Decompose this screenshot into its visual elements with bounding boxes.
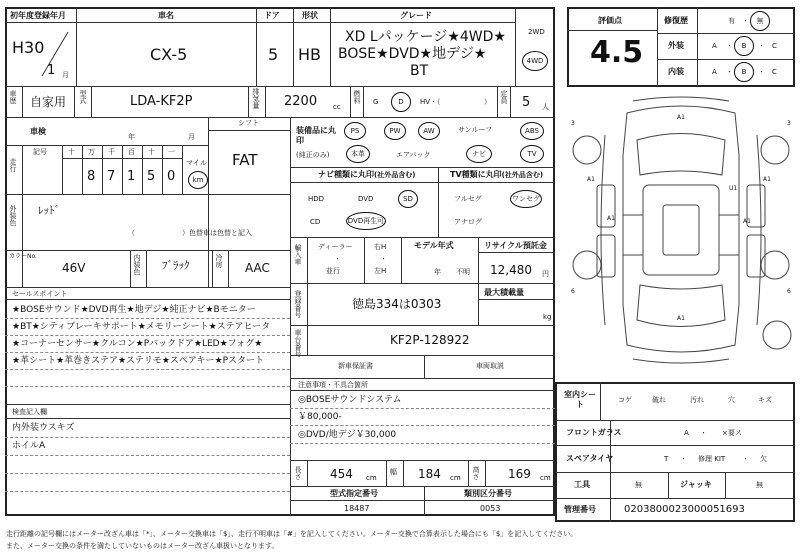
color-code: 46V [62,261,86,275]
model-code: LDA-KF2P [130,94,193,109]
exterior-a: A [712,42,717,50]
mileage-digit-2: 7 [107,169,116,184]
fuel-close: ） [484,98,491,106]
mileage-digit-3: 1 [127,169,136,184]
reg-value: 徳島334は0303 [352,297,442,311]
exterior-b-circled: B [734,36,754,56]
height-value: 169 [508,467,531,481]
front-glass-dot: ・ [700,429,707,437]
seat-item-2: 破れ [652,396,666,404]
new-warranty: 新車保証書 [338,362,373,370]
exterior-color-value: ﾚｯﾄﾞ [38,204,60,217]
color-note: ）色替車は色替と記入 [182,229,252,237]
navi-cd: CD [310,218,321,226]
diag-mark-5: A1 [607,215,615,222]
interior-dot-2: ・ [758,68,765,76]
mileage-label: 走行 [9,158,17,172]
grade-label: グレード [400,11,432,20]
repair-dot: ・ [742,17,749,25]
mileage-unit-6: 一 [168,148,175,156]
footer-note-2: また、メーター交換の条件を満たしていないものはメーター改ざん車扱いとなります。 [6,542,279,550]
exterior-dot-1: ・ [726,42,733,50]
tire-num-1: 3 [571,120,575,127]
front-glass-label: フロントガラス [566,428,622,437]
tire-num-2: 3 [787,120,791,127]
interior-grade-label: 内装 [668,67,684,76]
model-year-value: 不明 [456,268,470,276]
type-cert-value: 18487 [344,504,370,513]
tv-oneseg-circled: ワンセグ [510,190,542,208]
tools-label: 工具 [574,480,590,489]
displacement-label: 排気量 [252,88,260,109]
jack-value: 無 [756,481,763,489]
grade-line-2: BOSE★DVD★地デジ★ [338,46,487,62]
usage-value: 自家用 [30,95,67,109]
mileage-mile: マイル [186,159,207,167]
front-glass-a: A [684,429,689,437]
import-dealer: ディーラー [318,243,353,251]
aircon-value: AAC [245,261,270,275]
spare-dot-1: ・ [680,455,687,463]
max-load-label: 最大積載量 [484,288,524,297]
displacement-unit: cc [333,103,341,111]
score-label: 評価点 [598,16,622,25]
spare-kit: 修理 KIT [698,455,726,463]
fuel-label: 燃料 [353,90,361,104]
mileage-unit-5: 十 [148,148,155,156]
aircon-label: 冷房 [215,254,223,268]
car-name-label: 車名 [158,11,174,20]
tv-analog: アナログ [454,218,482,226]
length-label: 長さ [294,466,302,480]
note-2: ￥80,000- [298,412,342,422]
mileage-digit-5: 0 [167,169,176,184]
diag-mark-6: A1 [743,218,751,225]
note-3: ◎DVD/地デジ￥30,000 [298,430,397,440]
seat-item-1: コゲ [618,396,632,404]
navi-label: ナビ種類に丸印(社外品含む) [318,170,416,179]
grade-line-3: BT [410,63,429,79]
mileage-digit-1: 8 [87,169,96,184]
spare-missing: 欠 [760,455,767,463]
steer-right: 右H [374,243,387,251]
equip-sub: (純正のみ) [296,151,330,159]
displacement-value: 2200 [284,94,318,109]
max-load-unit: kg [543,313,552,321]
door-label: ドア [264,11,280,20]
mileage-km-circled: km [188,171,208,189]
notes-label: 注意事項・不具合箇所 [298,381,368,389]
exterior-dot-2: ・ [758,42,765,50]
class-label: 類別区分番号 [464,489,512,498]
import-label: 輸入車 [294,244,302,265]
grade-line-1: XD Lパッケージ★4WD★ [345,29,506,45]
inspection-label: 車検 [30,127,46,136]
mileage-unit-3: 千 [108,148,115,156]
equip-pw: PW [384,122,406,140]
tv-label: TV種類に丸印(社外品含む) [450,170,544,179]
height-label: 高さ [472,466,480,480]
jack-label: ジャッキ [680,480,712,489]
tools-value: 無 [635,481,642,489]
model-label: 型式 [79,90,87,104]
sales-point-1: ★BOSEサウンド★DVD再生★地デジ★純正ナビ★Bモニター [12,305,256,315]
recycle-value: 12,480 [490,263,532,277]
sales-points-label: セールスポイント [12,290,68,298]
drive-2wd: 2WD [528,28,545,36]
car-damage-diagram [567,95,795,380]
navi-dvd: DVD [358,195,374,203]
mileage-unit-4: 百 [128,148,135,156]
footer-note-1: 走行距離の記号欄にはメーター改ざん車は「*」、メーター交換車は「$」、走行不明車は「#」を記入してください。メーター交換で合算表示した場合にも「$」を記入してください。 [6,530,578,538]
shift-label: シフト [238,119,259,127]
repair-yes: 有 [728,17,735,25]
inspector-note-1: 内外装ウスキズ [12,423,75,433]
width-label: 幅 [390,468,397,476]
length-value: 454 [330,467,353,481]
import-dot: ・ [334,255,341,263]
diag-mark-3: A1 [763,176,771,183]
spare-t: T [664,455,669,463]
equip-abs: ABS [520,122,544,140]
class-value: 0053 [480,504,501,513]
seat-item-4: 穴 [728,396,735,404]
shape-label: 形状 [302,11,318,20]
exterior-label: 外装 [668,41,684,50]
vehicle-info-sheet [5,7,555,516]
capacity-unit: 人 [542,103,549,111]
chassis-value: KF2P-128922 [390,333,470,347]
recycle-label: リサイクル預託金 [484,241,547,250]
color-code-label: カラーNo. [9,253,37,260]
color-note-open: （ [128,229,135,237]
exterior-c: C [772,42,777,50]
mgmt-value: 0203800023000051693 [624,504,745,515]
first-reg-era: H30 [12,38,45,57]
interior-b-circled: B [734,62,754,82]
seat-item-5: キズ [758,396,772,404]
length-unit: cm [366,474,377,482]
spare-tire-label: スペアタイヤ [566,454,614,463]
mgmt-label: 管理番号 [564,505,596,514]
body-shape: HB [298,45,322,64]
equip-sunroof: サンルーフ [458,126,493,134]
mileage-digit-4: 5 [147,169,156,184]
front-glass-exchange: ×要ス [722,429,742,437]
chassis-label: 車台番号 [294,329,302,357]
repair-no-circled: 無 [750,11,770,31]
diag-mark-2: A1 [587,176,595,183]
tv-fullseg: フルセグ [454,195,482,203]
month-unit: 月 [62,71,69,79]
navi-dvd-play-circled: DVD再生可 [346,212,386,230]
fuel-hv: HV・（ [420,98,441,106]
shift-value: FAT [232,151,258,169]
seat-item-3: 汚れ [690,396,704,404]
sales-point-4: ★革シート★革巻きステア★ステリモ★スペアキー★Pスタート [12,356,265,366]
usage-label: 車歴 [9,90,17,104]
fuel-g: G [373,98,379,106]
equip-label: 装備品に丸印 [296,126,336,146]
tire-num-4: 6 [787,288,791,295]
model-year-unit: 年 [434,268,441,276]
exterior-color-label: 外装色 [9,205,17,226]
sales-point-2: ★BT★シティブレーキサポート★メモリーシート★ステアヒータ [12,322,271,332]
width-value: 184 [418,467,441,481]
fuel-d-circled: D [391,92,411,112]
model-year-label: モデル年式 [414,241,454,250]
door-count: 5 [268,45,279,64]
mileage-unit-1: 十 [68,148,75,156]
tire-num-3: 6 [571,288,575,295]
height-unit: cm [540,474,551,482]
import-parallel: 並行 [326,267,340,275]
interior-c: C [772,68,777,76]
steer-left: 左H [374,267,387,275]
sales-point-3: ★コーナーセンサー★クルコン★Pバックドア★LED★フォグ★ [12,339,263,349]
manual: 車両取説 [476,362,504,370]
recycle-unit: 円 [542,270,549,278]
interior-color-label: 内装色 [133,254,141,275]
mileage-symbol-label: 記号 [33,148,47,156]
spare-dot-2: ・ [742,455,749,463]
capacity-value: 5 [522,95,531,110]
equip-aw: AW [418,122,440,140]
equip-leather: 本革 [346,145,370,163]
diag-mark-4: U1 [729,185,738,192]
first-reg-month: 1 [47,63,56,78]
seat-label: 室内シート [564,390,596,410]
type-cert-label: 型式指定番号 [330,489,378,498]
capacity-label: 定員 [500,90,508,104]
navi-sd-circled: SD [398,190,418,208]
diag-mark-7: A1 [677,315,685,322]
interior-dot-1: ・ [726,68,733,76]
steer-dot: ・ [380,255,387,263]
interior-color: ﾌﾞﾗｯｸ [162,259,190,272]
equip-tv: TV [520,145,544,163]
equip-airbag: エアバック [396,151,431,159]
score-value: 4.5 [590,35,644,70]
first-reg-label: 初年度登録年月 [10,11,66,20]
note-1: ◎BOSEサウンドシステム [298,395,402,405]
inspector-label: 検査記入欄 [12,408,47,416]
drive-4wd-circled: 4WD [522,51,548,71]
interior-a: A [712,68,717,76]
inspection-month: 月 [188,133,195,141]
inspector-note-2: ホイルA [12,441,46,451]
width-unit: cm [450,474,461,482]
mileage-unit-2: 万 [88,148,95,156]
equip-ps: PS [344,122,366,140]
repair-label: 修復歴 [664,16,688,25]
navi-hdd: HDD [308,195,325,203]
equip-navi: ナビ [466,145,492,163]
diag-mark-1: A1 [677,114,685,121]
car-name: CX-5 [150,45,188,64]
inspection-year: 年 [128,133,135,141]
reg-label: 登録番号 [294,290,302,318]
